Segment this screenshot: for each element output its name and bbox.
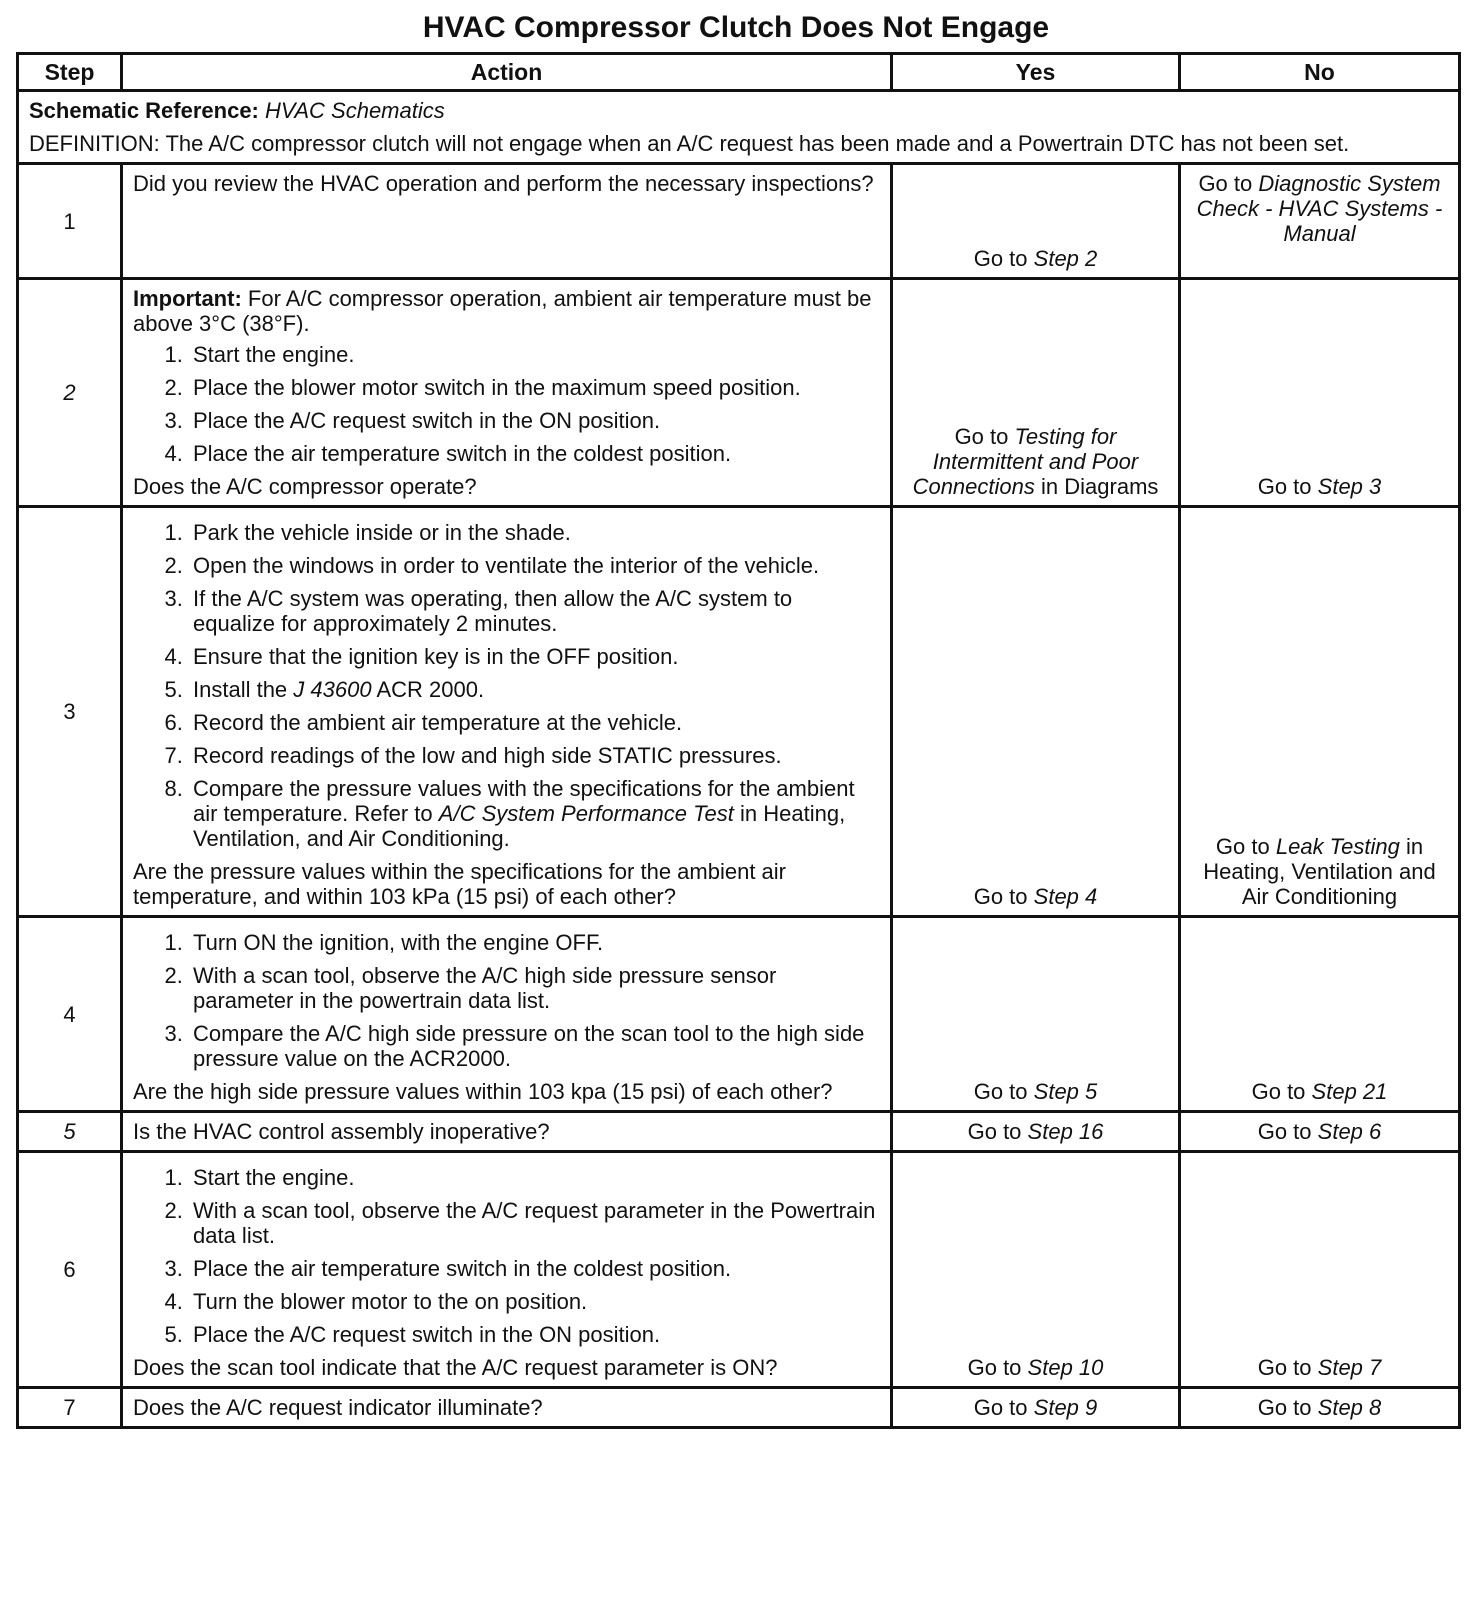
item-text: Install the [193, 677, 288, 702]
go-to-label: Go to [973, 1079, 1028, 1104]
header-step: Step [18, 54, 122, 91]
schematic-reference-label: Schematic Reference: [29, 98, 259, 123]
list-item: 1. Turn ON the ignition, with the engine OFF. [189, 930, 880, 955]
go-to-label: Go to [1215, 834, 1270, 859]
yes-cell [892, 1112, 1180, 1152]
no-link[interactable]: Step 8 [1317, 1395, 1382, 1420]
no-suffix: Heating, Ventilation and Air Conditioning [1203, 859, 1436, 909]
header-action: Action [122, 54, 892, 91]
go-to-label: Go to [973, 1395, 1028, 1420]
action-cell [122, 1112, 892, 1152]
table-row [18, 917, 1460, 1112]
list-item: 1. Park the vehicle inside or in the shade. [189, 520, 880, 545]
yes-link[interactable]: Step 9 [1033, 1395, 1098, 1420]
important-text: For A/C compressor operation, ambient air temperature must be above 3°C (38°F). [133, 286, 872, 336]
instruction-list [133, 1165, 880, 1347]
go-to-label: Go to [973, 884, 1028, 909]
reference-link[interactable]: A/C System Performance Test [438, 801, 734, 826]
list-item: 7. Record readings of the low and high side STATIC pressures. [189, 743, 880, 768]
item-text: ACR 2000. [376, 677, 485, 702]
yes-cell [892, 1152, 1180, 1388]
go-to-label: Go to [1198, 171, 1253, 196]
important-note [133, 286, 880, 336]
list-item: 2. Place the blower motor switch in the maximum speed position. [189, 375, 880, 400]
go-to-label: Go to [967, 1355, 1022, 1380]
no-link[interactable]: Leak Testing [1275, 834, 1400, 859]
no-link[interactable]: Step 3 [1317, 474, 1382, 499]
table-row [18, 279, 1460, 507]
step-question: Did you review the HVAC operation and perform the necessary inspections? [133, 171, 874, 196]
step-number: 6 [18, 1152, 122, 1388]
yes-cell [892, 164, 1180, 279]
action-cell [122, 279, 892, 507]
step-question: Is the HVAC control assembly inoperative? [133, 1119, 550, 1144]
important-label: Important: [133, 286, 242, 311]
no-link[interactable]: Step 7 [1317, 1355, 1382, 1380]
table-row [18, 507, 1460, 917]
step-number: 4 [18, 917, 122, 1112]
reference-row [18, 91, 1460, 164]
tool-number: J 43600 [293, 677, 372, 702]
table-row [18, 164, 1460, 279]
go-to-label: Go to [1257, 1395, 1312, 1420]
go-to-label: Go to [954, 424, 1009, 449]
go-to-label: Go to [973, 246, 1028, 271]
table-row [18, 1152, 1460, 1388]
yes-link[interactable]: Step 2 [1033, 246, 1098, 271]
header-row [18, 54, 1460, 91]
list-item: 2. Open the windows in order to ventilate the interior of the vehicle. [189, 553, 880, 578]
step-number: 1 [18, 164, 122, 279]
header-no: No [1180, 54, 1460, 91]
action-cell [122, 1152, 892, 1388]
yes-cell [892, 1388, 1180, 1428]
list-item: 6. Record the ambient air temperature at the vehicle. [189, 710, 880, 735]
step-number: 3 [18, 507, 122, 917]
step-question: Are the high side pressure values within 103 kpa (15 psi) of each other? [133, 1079, 833, 1104]
action-cell [122, 917, 892, 1112]
list-item: 4. Turn the blower motor to the on position. [189, 1289, 880, 1314]
no-cell [1180, 1388, 1460, 1428]
in-label: in [1405, 834, 1424, 859]
list-item: 2. With a scan tool, observe the A/C high side pressure sensor parameter in the powertrain data list. [189, 963, 880, 1013]
step-number: 5 [18, 1112, 122, 1152]
go-to-label: Go to [1251, 1079, 1306, 1104]
yes-suffix: Diagrams [1064, 474, 1159, 499]
list-item: 4. Place the air temperature switch in the coldest position. [189, 441, 880, 466]
list-item: 1. Start the engine. [189, 342, 880, 367]
step-question: Does the scan tool indicate that the A/C request parameter is ON? [133, 1355, 778, 1380]
list-item: 3. Place the A/C request switch in the ON position. [189, 408, 880, 433]
definition: DEFINITION: The A/C compressor clutch will not engage when an A/C request has been made and a Powertrain DTC has not been set. [29, 131, 1350, 156]
no-cell [1180, 507, 1460, 917]
instruction-list [133, 520, 880, 851]
yes-link[interactable]: Step 16 [1027, 1119, 1104, 1144]
go-to-label: Go to [1257, 1119, 1312, 1144]
schematic-reference-link[interactable]: HVAC Schematics [265, 98, 445, 123]
yes-cell [892, 507, 1180, 917]
header-yes: Yes [892, 54, 1180, 91]
list-item [189, 677, 880, 702]
yes-link[interactable]: Step 10 [1027, 1355, 1104, 1380]
list-item: 3. If the A/C system was operating, then allow the A/C system to equalize for approximately 2 minutes. [189, 586, 880, 636]
yes-link[interactable]: Testing for Intermittent and Poor Connections [912, 424, 1139, 499]
action-cell [122, 164, 892, 279]
table-row [18, 1388, 1460, 1428]
no-link[interactable]: Step 21 [1311, 1079, 1388, 1104]
item-text: in Heating, Ventilation, and Air Conditioning. [193, 801, 846, 851]
page-title: HVAC Compressor Clutch Does Not Engage [422, 11, 1050, 44]
list-item [189, 776, 880, 851]
step-question: Are the pressure values within the specifications for the ambient air temperature, and within 103 kPa (15 psi) of each other? [133, 859, 786, 909]
yes-cell [892, 917, 1180, 1112]
no-cell [1180, 1152, 1460, 1388]
no-cell [1180, 164, 1460, 279]
table-row [18, 1112, 1460, 1152]
step-number: 7 [18, 1388, 122, 1428]
step-number: 2 [18, 279, 122, 507]
go-to-label: Go to [1257, 474, 1312, 499]
schematic-reference [29, 98, 1448, 123]
list-item: 1. Start the engine. [189, 1165, 880, 1190]
instruction-list [133, 930, 880, 1071]
list-item: 5. Place the A/C request switch in the ON position. [189, 1322, 880, 1347]
diagnostic-table [16, 52, 1461, 1429]
yes-cell [892, 279, 1180, 507]
no-link[interactable]: Diagnostic System Check - HVAC Systems - Manual [1196, 171, 1443, 246]
item-text: Compare the pressure values with the specifications for the ambient air temperature. Refer to [193, 776, 855, 826]
no-cell [1180, 917, 1460, 1112]
action-cell [122, 1388, 892, 1428]
list-item: 3. Compare the A/C high side pressure on the scan tool to the high side pressure value on the ACR2000. [189, 1021, 880, 1071]
in-label: in [1041, 474, 1059, 499]
step-question: Does the A/C request indicator illuminate? [133, 1395, 543, 1420]
reference-cell [18, 91, 1460, 164]
go-to-label: Go to [1257, 1355, 1312, 1380]
no-link[interactable]: Step 6 [1317, 1119, 1382, 1144]
no-cell [1180, 279, 1460, 507]
yes-link[interactable]: Step 4 [1033, 884, 1098, 909]
yes-link[interactable]: Step 5 [1033, 1079, 1098, 1104]
go-to-label: Go to [967, 1119, 1022, 1144]
instruction-list [133, 342, 880, 466]
list-item: 4. Ensure that the ignition key is in the OFF position. [189, 644, 880, 669]
action-cell [122, 507, 892, 917]
list-item: 3. Place the air temperature switch in the coldest position. [189, 1256, 880, 1281]
no-cell [1180, 1112, 1460, 1152]
list-item: 2. With a scan tool, observe the A/C request parameter in the Powertrain data list. [189, 1198, 880, 1248]
step-question: Does the A/C compressor operate? [133, 474, 477, 499]
